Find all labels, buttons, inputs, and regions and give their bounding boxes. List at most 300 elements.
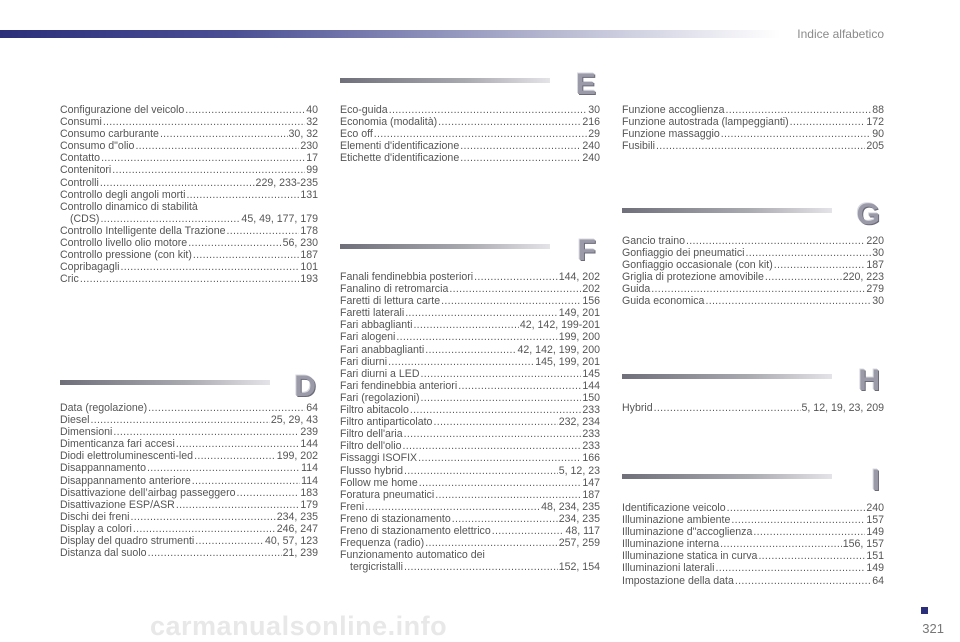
section-header-d bbox=[60, 372, 316, 402]
index-page-refs: 193 bbox=[300, 273, 318, 286]
index-entry bbox=[340, 416, 600, 428]
index-page-refs: 187 bbox=[866, 259, 884, 272]
index-term: Impostazione della data bbox=[622, 574, 734, 587]
index-entry bbox=[622, 235, 884, 247]
leader-dots bbox=[388, 356, 534, 368]
leader-dots bbox=[753, 526, 865, 538]
index-entry bbox=[60, 487, 318, 499]
index-term: Controllo dinamico di stabilità bbox=[60, 200, 198, 213]
index-term: Consumo carburante bbox=[60, 128, 159, 141]
leader-dots bbox=[185, 104, 305, 116]
leader-dots bbox=[765, 271, 842, 283]
index-entry bbox=[622, 116, 884, 128]
index-term: Economia (modalità) bbox=[340, 116, 438, 129]
index-entry bbox=[340, 477, 600, 489]
index-entry bbox=[340, 271, 600, 283]
index-page-refs: 40, 57, 123 bbox=[264, 535, 318, 548]
index-page-refs: 29 bbox=[588, 128, 600, 141]
index-term: Dischi dei freni bbox=[60, 510, 130, 523]
leader-dots bbox=[686, 235, 865, 247]
index-page-refs: 30 bbox=[872, 295, 884, 308]
index-page-refs: 64 bbox=[306, 402, 318, 414]
index-entry bbox=[60, 547, 318, 559]
index-page-refs: 149, 201 bbox=[558, 307, 600, 320]
index-entry bbox=[340, 404, 600, 416]
section-header-e bbox=[340, 70, 596, 100]
index-entry bbox=[340, 537, 600, 549]
index-page-refs: 99 bbox=[306, 164, 318, 177]
index-entry bbox=[340, 295, 600, 307]
index-term: Fanalino di retromarcia bbox=[340, 283, 449, 296]
index-term: Diesel bbox=[60, 414, 90, 427]
index-entry bbox=[622, 283, 884, 295]
index-term: Illuminazione statica in curva bbox=[622, 550, 758, 563]
index-term: Fusibili bbox=[622, 140, 655, 153]
index-page-refs: 114 bbox=[301, 474, 318, 487]
index-page-refs: 48, 117 bbox=[565, 524, 600, 537]
watermark-text: carmanualsonline.info bbox=[150, 611, 448, 641]
leader-dots bbox=[195, 535, 264, 547]
section-letter-d: D bbox=[294, 370, 316, 403]
index-page-refs: 205 bbox=[866, 140, 884, 153]
index-entry bbox=[60, 438, 318, 450]
index-entry bbox=[60, 475, 318, 487]
index-entry bbox=[60, 140, 318, 152]
leader-dots bbox=[403, 440, 582, 452]
index-term: Data (regolazione) bbox=[60, 402, 148, 414]
index-entry bbox=[340, 513, 600, 525]
section-header-f bbox=[340, 236, 596, 266]
index-term: Illuminazioni laterali bbox=[622, 562, 715, 575]
index-page-refs: 216 bbox=[582, 116, 600, 129]
index-entry bbox=[340, 465, 600, 477]
leader-dots bbox=[133, 523, 276, 535]
index-term: Illuminazione interna bbox=[622, 538, 720, 551]
index-entry bbox=[340, 307, 600, 319]
index-page-refs: 149 bbox=[866, 526, 884, 539]
index-term: Illuminazione ambiente bbox=[622, 514, 731, 527]
leader-dots bbox=[725, 104, 871, 116]
index-page-refs: 144, 202 bbox=[558, 271, 600, 283]
index-list-f-continued bbox=[622, 104, 884, 152]
leader-dots bbox=[449, 283, 581, 295]
index-page-refs: 230 bbox=[300, 140, 318, 153]
index-term: Controlli bbox=[60, 176, 99, 189]
index-page-refs: 202 bbox=[582, 283, 600, 296]
index-page-refs: 145, 199, 201 bbox=[535, 355, 600, 368]
index-entry bbox=[60, 523, 318, 535]
index-entry bbox=[340, 428, 600, 440]
index-list-c-continued bbox=[60, 104, 318, 285]
leader-dots bbox=[746, 247, 872, 259]
leader-dots bbox=[731, 514, 865, 526]
index-term: Fari diurni a LED bbox=[340, 367, 420, 380]
index-term: Fari alogeni bbox=[340, 331, 396, 344]
leader-dots bbox=[80, 273, 299, 285]
leader-dots bbox=[492, 525, 565, 537]
index-entry bbox=[60, 511, 318, 523]
index-list-d bbox=[60, 402, 318, 559]
leader-dots bbox=[460, 152, 581, 164]
index-page-refs: 131 bbox=[300, 188, 318, 201]
index-term: Elementi d'identificazione bbox=[340, 140, 460, 153]
index-term: Griglia di protezione amovibile bbox=[622, 271, 764, 284]
index-page-refs: 32 bbox=[306, 116, 318, 129]
index-entry bbox=[60, 104, 318, 116]
leader-dots bbox=[438, 116, 581, 128]
index-term: Display a colori bbox=[60, 522, 132, 535]
leader-dots bbox=[148, 402, 305, 414]
index-page-refs: 30 bbox=[588, 104, 600, 116]
index-term: Guida bbox=[622, 283, 651, 296]
leader-dots bbox=[433, 416, 557, 428]
leader-dots bbox=[130, 511, 275, 523]
leader-dots bbox=[420, 392, 581, 404]
leader-dots bbox=[790, 116, 866, 128]
index-entry bbox=[60, 402, 318, 414]
leader-dots bbox=[176, 499, 299, 511]
leader-dots bbox=[389, 104, 588, 116]
leader-dots bbox=[135, 140, 299, 152]
section-header-g bbox=[622, 200, 880, 230]
index-term: Identificazione veicolo bbox=[622, 502, 726, 514]
index-term: Filtro antiparticolato bbox=[340, 416, 433, 429]
index-term: Disappannamento anteriore bbox=[60, 474, 191, 487]
leader-dots bbox=[656, 140, 865, 152]
index-term: Disattivazione dell’airbag passeggero bbox=[60, 486, 236, 499]
index-entry bbox=[622, 104, 884, 116]
index-entry bbox=[340, 380, 600, 392]
index-entry bbox=[622, 140, 884, 152]
leader-dots bbox=[405, 307, 558, 319]
index-page-refs: 151 bbox=[866, 550, 884, 563]
index-page-refs: 64 bbox=[872, 574, 884, 587]
index-page-refs: 183 bbox=[300, 486, 318, 499]
index-page-refs: 279 bbox=[866, 283, 884, 296]
leader-dots bbox=[103, 116, 305, 128]
index-term: Freno di stazionamento bbox=[340, 512, 451, 525]
index-term: Eco-guida bbox=[340, 104, 388, 116]
leader-dots bbox=[735, 575, 871, 587]
index-term: Faretti laterali bbox=[340, 307, 405, 320]
index-term: Freni bbox=[340, 500, 365, 513]
index-term: tergicristalli bbox=[350, 561, 403, 574]
leader-dots bbox=[404, 428, 582, 440]
section-letter-i: I bbox=[871, 464, 880, 497]
leader-dots bbox=[404, 465, 558, 477]
leader-dots bbox=[147, 462, 300, 474]
index-entry bbox=[340, 344, 600, 356]
index-entry bbox=[60, 273, 318, 285]
index-list-h bbox=[622, 402, 884, 414]
index-page-refs: 25, 29, 43 bbox=[270, 414, 318, 427]
leader-dots bbox=[186, 189, 299, 201]
leader-dots bbox=[120, 261, 299, 273]
index-entry bbox=[340, 116, 600, 128]
index-page-refs: 178 bbox=[300, 224, 318, 237]
leader-dots bbox=[160, 128, 288, 140]
index-entry bbox=[622, 514, 884, 526]
index-page-refs: 240 bbox=[582, 152, 600, 165]
leader-dots bbox=[413, 319, 518, 331]
index-term: Fari abbaglianti bbox=[340, 319, 413, 332]
index-entry bbox=[622, 502, 884, 514]
section-divider-bar bbox=[622, 208, 832, 213]
index-page-refs: 234, 235 bbox=[276, 510, 318, 523]
index-page-refs: 172 bbox=[866, 116, 884, 129]
index-term: Fari diurni bbox=[340, 355, 388, 368]
index-page-refs: 147 bbox=[582, 476, 600, 489]
index-entry bbox=[340, 152, 600, 164]
index-term: Flusso hybrid bbox=[340, 464, 403, 477]
index-page-refs: 187 bbox=[300, 249, 318, 262]
index-entry bbox=[340, 392, 600, 404]
index-page-refs: 199, 200 bbox=[558, 331, 600, 344]
leader-dots bbox=[192, 475, 300, 487]
index-entry bbox=[60, 225, 318, 237]
index-page-refs: 101 bbox=[300, 261, 318, 274]
section-letter-g: G bbox=[856, 198, 880, 231]
index-page-refs: 240 bbox=[582, 140, 600, 153]
leader-dots bbox=[100, 213, 240, 225]
index-entry bbox=[340, 319, 600, 331]
index-page-refs: 48, 234, 235 bbox=[541, 500, 600, 513]
index-entry bbox=[60, 450, 318, 462]
index-page-refs: 42, 142, 199-201 bbox=[519, 319, 600, 332]
index-page-refs: 233 bbox=[582, 440, 600, 453]
index-term: Consumo d"olio bbox=[60, 140, 135, 153]
index-page-refs: 220, 223 bbox=[842, 271, 884, 284]
index-entry bbox=[340, 331, 600, 343]
index-term: Fanali fendinebbia posteriori bbox=[340, 271, 474, 283]
leader-dots bbox=[474, 271, 558, 283]
index-term: Controllo degli angoli morti bbox=[60, 188, 186, 201]
section-divider-bar bbox=[340, 244, 550, 249]
index-term: Filtro abitacolo bbox=[340, 404, 409, 417]
index-entry bbox=[60, 499, 318, 511]
index-term: Fari anabbaglianti bbox=[340, 343, 425, 356]
index-page-refs: 145 bbox=[582, 367, 600, 380]
index-term: Dimenticanza fari accesi bbox=[60, 438, 175, 451]
index-term: Funzionamento automatico dei bbox=[340, 549, 485, 562]
index-page-refs: 114 bbox=[301, 462, 318, 475]
index-page-refs: 156 bbox=[582, 295, 600, 308]
leader-dots bbox=[758, 550, 865, 562]
index-entry bbox=[60, 177, 318, 189]
index-page-refs: 240 bbox=[866, 502, 884, 514]
index-entry bbox=[622, 247, 884, 259]
index-term: Hybrid bbox=[622, 402, 653, 414]
index-page-refs: 40 bbox=[306, 104, 318, 116]
index-page-refs: 152, 154 bbox=[558, 561, 600, 574]
leader-dots bbox=[435, 489, 581, 501]
leader-dots bbox=[188, 237, 281, 249]
leader-dots bbox=[101, 152, 305, 164]
index-page-refs: 157 bbox=[866, 514, 884, 527]
index-term: Freno di stazionamento elettrico bbox=[340, 524, 491, 537]
index-entry bbox=[622, 128, 884, 140]
header-gradient-bar bbox=[0, 30, 780, 38]
index-term: Controllo Intelligente della Trazione bbox=[60, 224, 226, 237]
index-entry bbox=[60, 128, 318, 140]
index-term: Eco off bbox=[340, 128, 373, 141]
index-term: Frequenza (radio) bbox=[340, 537, 425, 550]
leader-dots bbox=[715, 562, 865, 574]
section-letter-h: H bbox=[858, 364, 880, 397]
index-list-i bbox=[622, 502, 884, 587]
index-entry bbox=[60, 189, 318, 201]
index-entry bbox=[60, 414, 318, 426]
index-term: Display del quadro strumenti bbox=[60, 535, 195, 548]
index-entry bbox=[60, 535, 318, 547]
index-term: Gancio traino bbox=[622, 235, 686, 247]
leader-dots bbox=[441, 295, 581, 307]
index-entry bbox=[340, 561, 600, 573]
leader-dots bbox=[365, 501, 540, 513]
leader-dots bbox=[727, 502, 866, 514]
leader-dots bbox=[100, 177, 255, 189]
index-entry bbox=[60, 213, 318, 225]
section-divider-bar bbox=[60, 380, 270, 385]
index-term: Funzione massaggio bbox=[622, 128, 720, 141]
index-page-refs: 239 bbox=[300, 426, 318, 439]
index-term: (CDS) bbox=[70, 212, 100, 225]
index-page-refs: 229, 233-235 bbox=[255, 176, 318, 189]
leader-dots bbox=[410, 404, 581, 416]
index-term: Funzione autostrada (lampeggianti) bbox=[622, 116, 789, 129]
index-list-e bbox=[340, 104, 600, 164]
index-entry bbox=[340, 140, 600, 152]
index-entry bbox=[622, 259, 884, 271]
index-entry bbox=[340, 368, 600, 380]
leader-dots bbox=[374, 128, 587, 140]
index-term: Faretti di lettura carte bbox=[340, 295, 441, 308]
index-term: Fari (regolazioni) bbox=[340, 391, 420, 404]
leader-dots bbox=[193, 249, 299, 261]
index-term: Cric bbox=[60, 273, 79, 286]
index-term: Gonfiaggio dei pneumatici bbox=[622, 247, 745, 260]
leader-dots bbox=[112, 164, 305, 176]
index-list-g bbox=[622, 235, 884, 308]
section-divider-bar bbox=[622, 374, 832, 379]
section-divider-bar bbox=[622, 474, 832, 479]
index-term: Foratura pneumatici bbox=[340, 488, 435, 501]
index-page-refs: 232, 234 bbox=[558, 416, 600, 429]
index-term: Consumi bbox=[60, 116, 102, 129]
index-term: Diodi elettroluminescenti-led bbox=[60, 450, 194, 463]
leader-dots bbox=[458, 380, 581, 392]
index-term: Guida economica bbox=[622, 295, 705, 308]
leader-dots bbox=[176, 438, 300, 450]
page-header-title: Indice alfabetico bbox=[797, 27, 884, 41]
index-term: Gonfiaggio occasionale (con kit) bbox=[622, 259, 773, 272]
index-term: Contenitori bbox=[60, 164, 112, 177]
index-term: Copribagagli bbox=[60, 261, 120, 274]
index-page-refs: 17 bbox=[306, 152, 318, 165]
index-term: Dimensioni bbox=[60, 426, 113, 439]
index-term: Disappannamento bbox=[60, 462, 146, 475]
index-entry bbox=[60, 462, 318, 474]
page-number: 321 bbox=[922, 621, 944, 636]
index-entry bbox=[340, 549, 600, 561]
section-letter-f: F bbox=[577, 234, 596, 267]
index-entry bbox=[60, 249, 318, 261]
index-term: Configurazione del veicolo bbox=[60, 104, 185, 116]
index-page-refs: 5, 12, 19, 23, 209 bbox=[801, 402, 884, 414]
section-header-h bbox=[622, 366, 880, 396]
index-page-refs: 233 bbox=[582, 428, 600, 441]
index-entry bbox=[622, 271, 884, 283]
leader-dots bbox=[90, 414, 269, 426]
index-page-refs: 187 bbox=[582, 488, 600, 501]
index-list-f bbox=[340, 271, 600, 573]
leader-dots bbox=[425, 537, 558, 549]
leader-dots bbox=[194, 450, 276, 462]
index-term: Filtro dell'aria bbox=[340, 428, 403, 441]
leader-dots bbox=[148, 547, 282, 559]
index-entry bbox=[60, 152, 318, 164]
index-term: Etichette d'identificazione bbox=[340, 152, 460, 165]
index-entry bbox=[622, 402, 884, 414]
index-page-refs: 233 bbox=[582, 404, 600, 417]
leader-dots bbox=[705, 295, 871, 307]
index-entry bbox=[622, 538, 884, 550]
index-term: Follow me home bbox=[340, 476, 418, 489]
index-term: Fari fendinebbia anteriori bbox=[340, 379, 458, 392]
index-entry bbox=[340, 283, 600, 295]
index-page-refs: 246, 247 bbox=[276, 522, 318, 535]
index-page-refs: 144 bbox=[582, 379, 600, 392]
index-term: Funzione accoglienza bbox=[622, 104, 725, 116]
index-page-refs: 166 bbox=[582, 452, 600, 465]
leader-dots bbox=[721, 128, 871, 140]
index-entry bbox=[340, 104, 600, 116]
index-term: Disattivazione ESP/ASR bbox=[60, 498, 175, 511]
index-entry bbox=[340, 489, 600, 501]
index-entry bbox=[622, 575, 884, 587]
index-entry bbox=[60, 116, 318, 128]
section-header-i bbox=[622, 466, 880, 496]
index-entry bbox=[340, 525, 600, 537]
index-entry bbox=[60, 426, 318, 438]
index-page-refs: 156, 157 bbox=[842, 538, 884, 551]
index-page-refs: 21, 239 bbox=[282, 547, 318, 560]
index-entry bbox=[340, 452, 600, 464]
index-term: Controllo livello olio motore bbox=[60, 237, 188, 250]
index-entry bbox=[340, 501, 600, 513]
index-term: Fissaggi ISOFIX bbox=[340, 452, 418, 465]
index-entry bbox=[60, 261, 318, 273]
index-term: Distanza dal suolo bbox=[60, 547, 147, 560]
leader-dots bbox=[425, 344, 516, 356]
index-page-refs: 5, 12, 23 bbox=[558, 464, 600, 477]
index-page-refs: 149 bbox=[866, 562, 884, 575]
index-page-refs: 179 bbox=[300, 498, 318, 511]
index-entry bbox=[622, 526, 884, 538]
index-term: Filtro dell'olio bbox=[340, 440, 402, 453]
index-term: Illuminazione d"accoglienza bbox=[622, 526, 753, 539]
index-entry bbox=[622, 562, 884, 574]
leader-dots bbox=[651, 283, 865, 295]
index-entry bbox=[60, 164, 318, 176]
index-page-refs: 150 bbox=[582, 391, 600, 404]
index-term: Contatto bbox=[60, 152, 101, 165]
index-term: Controllo pressione (con kit) bbox=[60, 249, 192, 262]
index-entry bbox=[622, 550, 884, 562]
index-page-refs: 30 bbox=[872, 247, 884, 260]
leader-dots bbox=[226, 225, 299, 237]
index-entry bbox=[340, 356, 600, 368]
